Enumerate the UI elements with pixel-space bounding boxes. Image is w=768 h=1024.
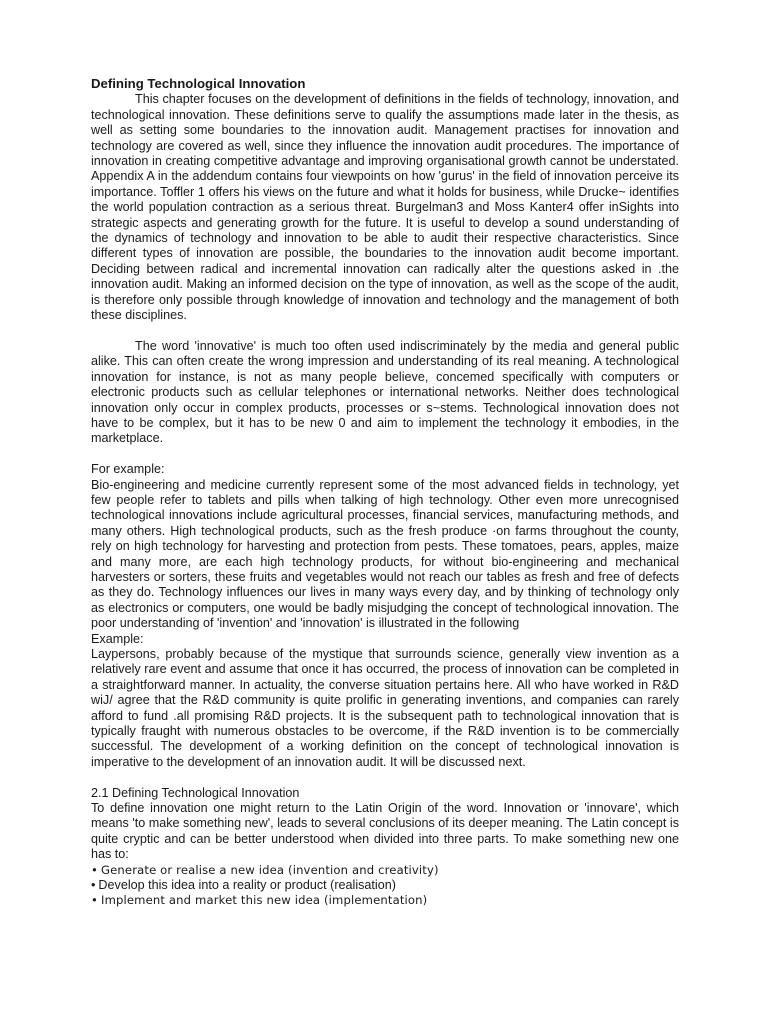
bullet-item [91,878,679,893]
paragraph-gap [91,770,679,785]
bullet-mark: • [91,862,98,877]
paragraph-laypersons: Laypersons, probably because of the mystique that surrounds science, generally view invention as a relatively rare event and assume that once it has occurred, the process of innovation can be completed in a straightforward manner. In actuality, the converse situation pertains here. All who have worked in R&D wiJ/ agree that the R&D community is quite prolific in generating inventions, and companies can rarely afford to fund .all promising R&D projects. It is the subsequent path to technological innovation that is typically fraught with numerous obstacles to be overcome, if the R&D invention is to be commercially successful. The development of a working definition on the concept of technological innovation is imperative to the development of an innovation audit. It will be discussed next. [91,647,679,769]
bullet-list [91,863,679,909]
bullet-mark: • [91,893,98,908]
bullet-text: Generate or realise a new idea (invention and creativity) [101,862,439,877]
bullet-mark: • [91,878,96,893]
bullet-text: Develop this idea into a reality or product (realisation) [98,878,396,893]
section-heading: 2.1 Defining Technological Innovation [91,785,300,800]
paragraph-bio-engineering: Bio-engineering and medicine currently represent some of the most advanced fields in technology, yet few people refer to tablets and pills when talking of high technology. Other even more unrecognised technological innovations include agricultural processes, financial services, manufacturing methods, and many others. High technological products, such as the fresh produce ·on farms throughout the county, rely on high technology for harvesting and protection from pests. These tomatoes, pears, apples, maize and many more, are each high technology products, for without bio-engineering and mechanical harvesters or sorters, these fruits and vegetables would not reach our tables as fresh and free of defects as they do. Technology influences our lives in many ways every day, and by thinking of technology only as electronics or computers, one would be badly misjudging the concept of technological innovation. The poor understanding of 'invention' and 'innovation' is illustrated in the following [91,477,679,631]
paragraph-gap [91,324,679,339]
document-heading: Defining Technological Innovation [91,76,306,91]
paragraph-intro: This chapter focuses on the development of definitions in the fields of technology, innovation, and technological innovation. These definitions serve to qualify the assumptions made later in the thesis, as well as setting some boundaries to the innovation audit. Management practises for innovation and technology are covered as well, since they influence the innovation audit procedures. The importance of innovation in creating competitive advantage and improving organisational growth cannot be understated. Appendix A in the addendum contains four viewpoints on how 'gurus' in the field of innovation perceive its importance. Toffler 1 offers his views on the future and what it holds for business, while Drucke~ identifies the world population contraction as a serious threat. Burgelman3 and Moss Kanter4 offer inSights into strategic aspects and generating growth for the future. It is useful to develop a sound understanding of the dynamics of technology and innovation to be able to audit their respective characteristics. Since different types of innovation are possible, the boundaries to the innovation audit become important. Deciding between radical and incremental innovation can radically alter the questions asked in .the innovation audit. Making an informed decision on the type of innovation, as well as the scope of the audit, is therefore only possible through knowledge of innovation and technology and the management of both these disciplines. [91,92,679,323]
bullet-item [91,893,679,908]
example-label: Example: [91,631,144,646]
paragraph-innovative-word: The word 'innovative' is much too often used indiscriminately by the media and general public alike. This can often create the wrong impression and understanding of its real meaning. A technological innovation for instance, is not as many people believe, concemed specifically with computers or electronic products such as cellular telephones or international networks. Neither does technological innovation only occur in complex products, processes or s~stems. Technological innovation does not have to be complex, but it has to be new 0 and aim to implement the technology it embodies, in the marketplace. [91,338,679,446]
bullet-text: Implement and market this new idea (implementation) [101,893,428,908]
paragraph-latin-origin: To define innovation one might return to the Latin Origin of the word. Innovation or 'innovare', which means 'to make something new', leads to several conclusions of its deeper meaning. The Latin concept is quite cryptic and can be better understood when divided into three parts. To make something new one has to: [91,801,679,862]
paragraph-gap [91,447,679,462]
bullet-item [91,863,679,878]
document-page [91,76,679,909]
for-example-label: For example: [91,462,165,477]
